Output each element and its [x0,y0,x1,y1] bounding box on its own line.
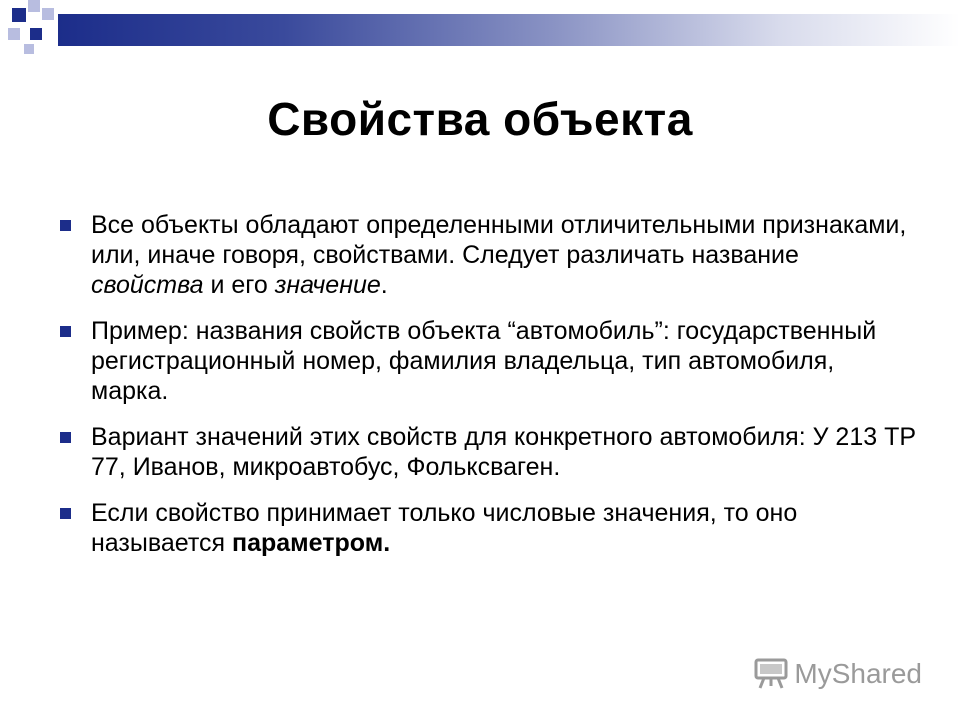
bullet-item [58,210,918,300]
bullet-text-segment: и его [203,271,275,299]
bullet-text-segment: параметром. [232,529,391,557]
bullet-square-icon [60,326,71,337]
slide-title: Свойства объекта [267,93,693,145]
bullet-item [58,316,918,406]
header-gradient-bar [58,14,960,46]
bullet-text-segment: свойства [91,271,204,299]
bullet-item [58,422,918,482]
presentation-board-icon [754,658,788,690]
bullet-square-icon [60,508,71,519]
decor-square [30,28,42,40]
bullet-item [58,498,918,558]
bullet-text-segment: Если свойство принимает только числовые значения, то оно называется [91,499,798,557]
decor-square [28,0,40,12]
decor-square [42,8,54,20]
bullet-square-icon [60,432,71,443]
bullet-square-icon [60,220,71,231]
bullet-text-segment: значение [274,271,381,299]
bullet-text-segment: Пример: названия свойств объекта “автомобиль”: государственный регистрационный номер, фамилия владельца, тип автомобиля, марка. [91,317,877,405]
decor-square [12,8,26,22]
bullet-list [58,210,918,574]
watermark-text: MyShared [794,658,922,689]
bullet-text-segment: . [380,271,388,299]
bullet-text-segment: Вариант значений этих свойств для конкретного автомобиля: У 213 ТР 77, Иванов, микроавтобус, Фольксваген. [91,423,917,481]
decor-square [24,44,34,54]
watermark-logo [754,658,922,690]
header-decoration [0,0,960,60]
bullet-text-segment: Все объекты обладают определенными отличительными признаками, или, иначе говоря, свойствами. Следует различать название [91,211,907,269]
decor-square [8,28,20,40]
